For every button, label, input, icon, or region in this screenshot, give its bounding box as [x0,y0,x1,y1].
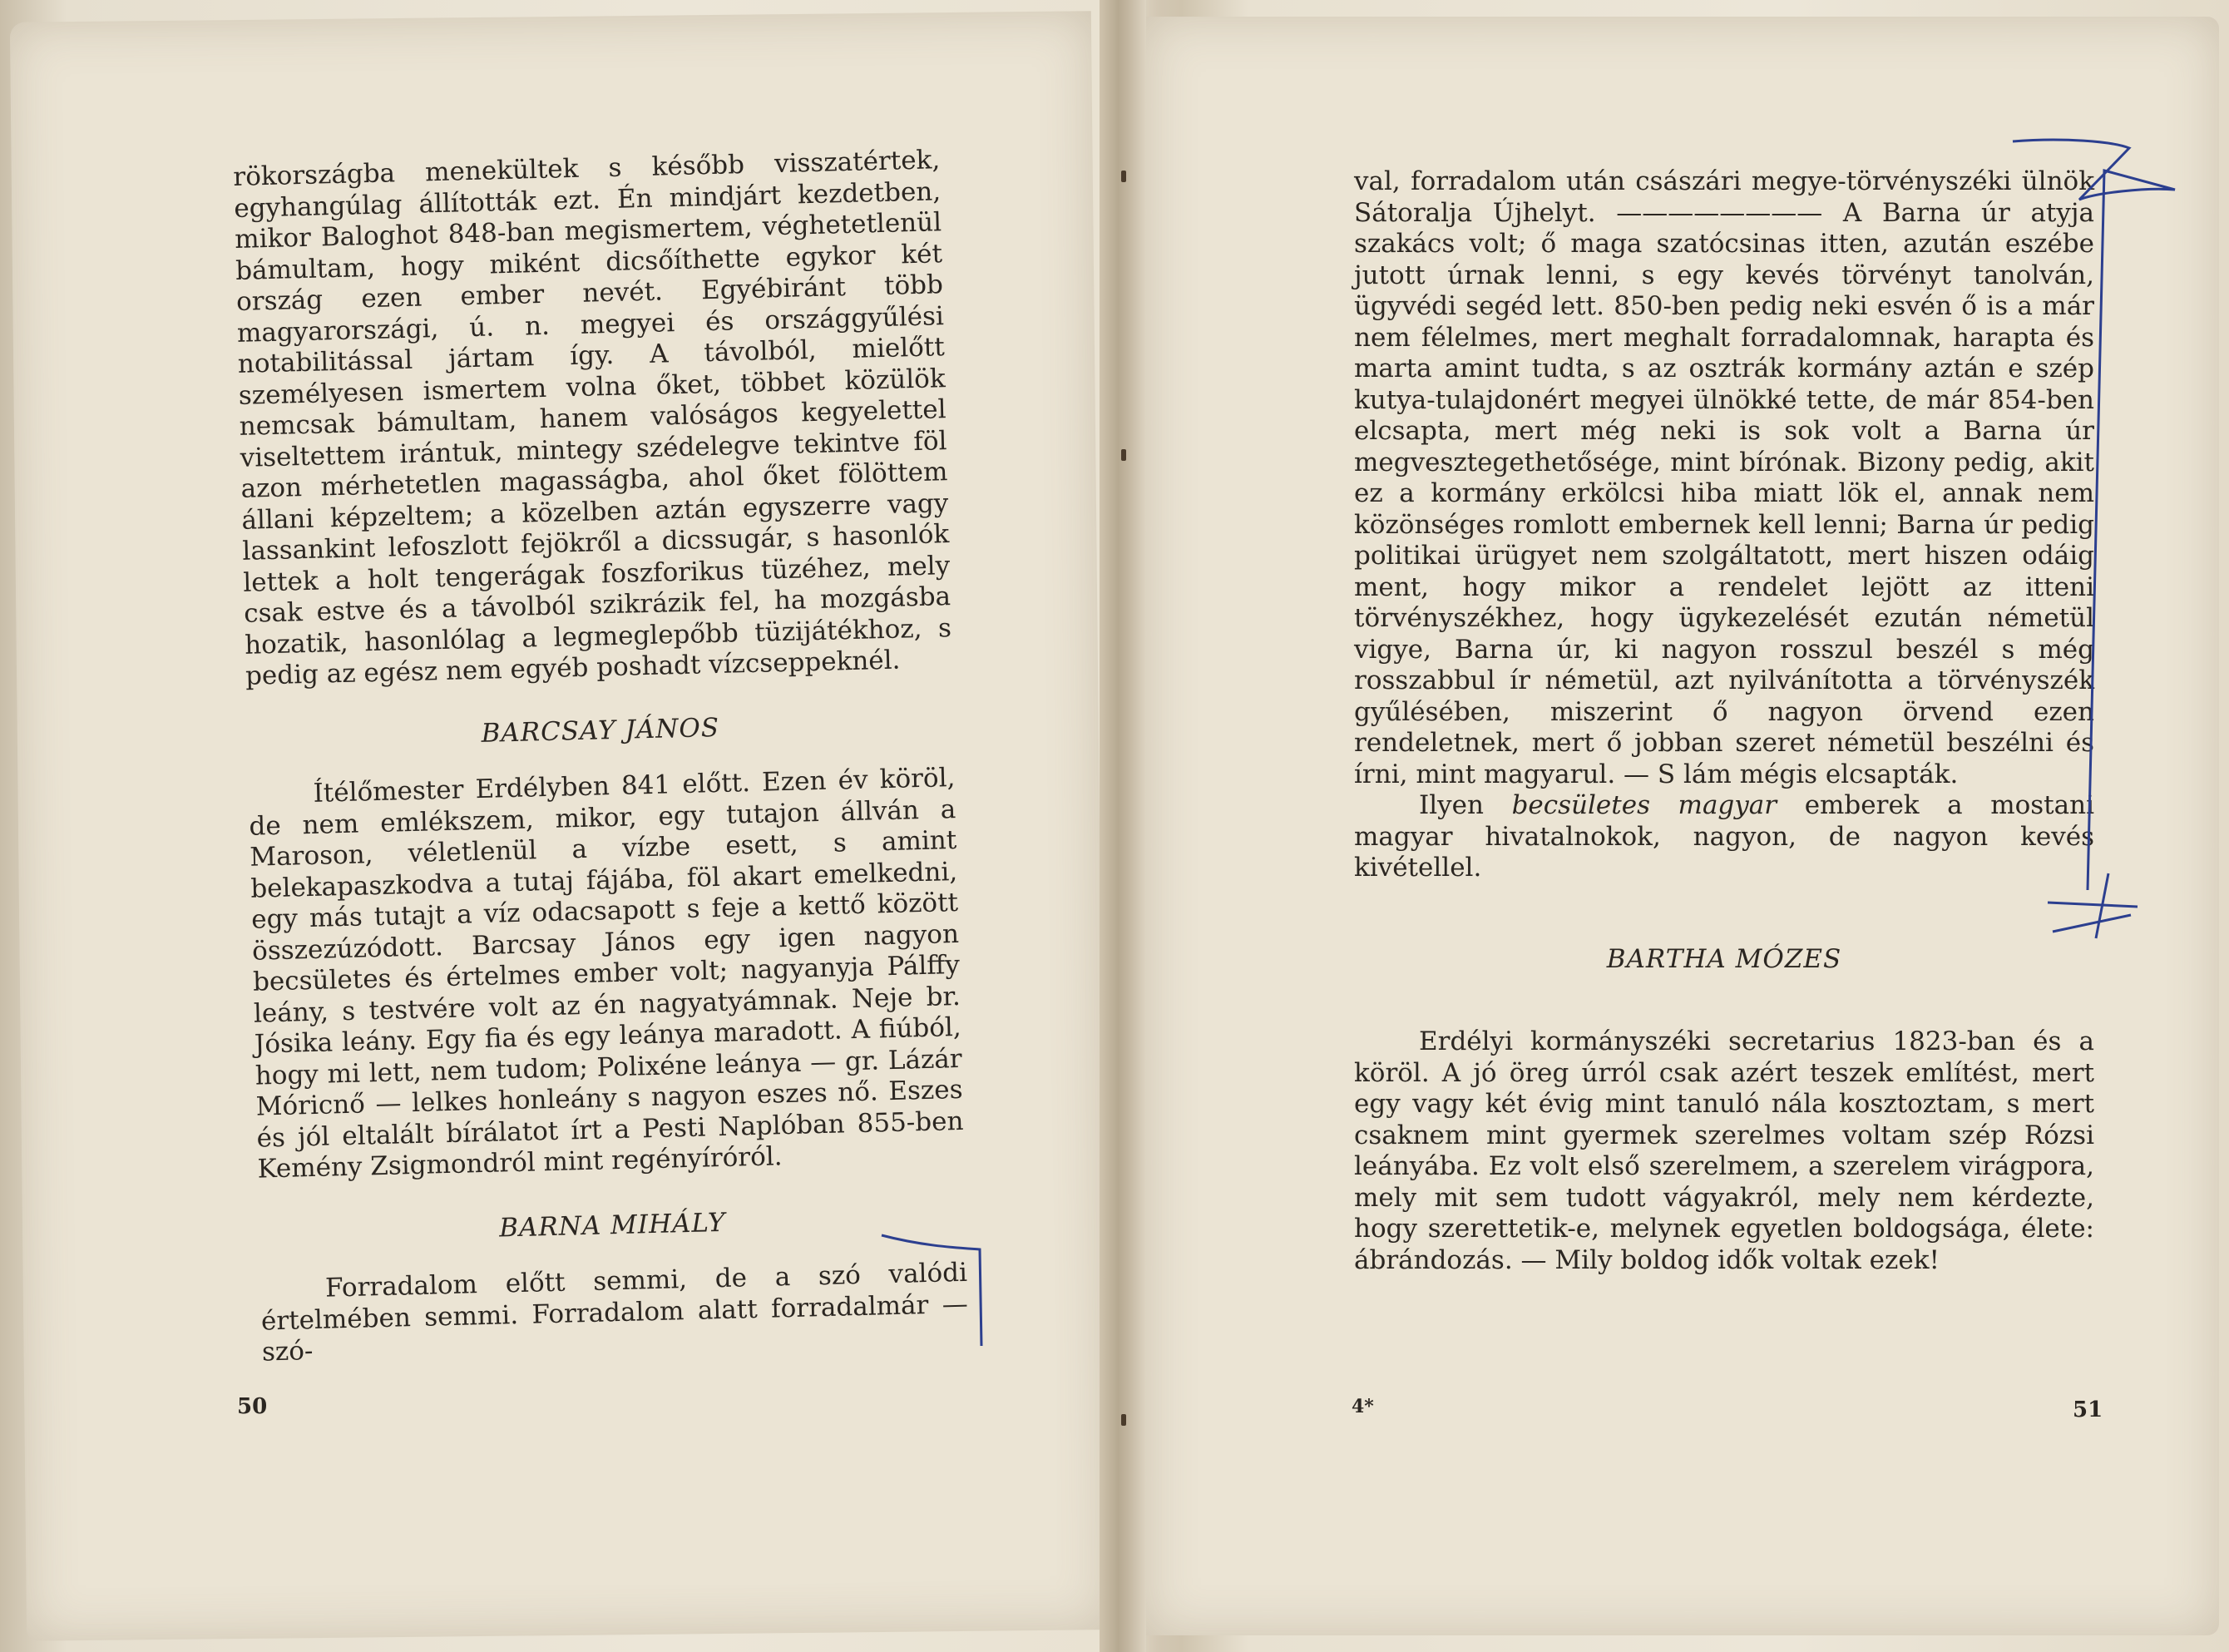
page-number-left: 50 [237,1394,268,1419]
heading-barcsay: BARCSAY JÁNOS [481,712,720,749]
bartha-paragraph: Erdélyi kormányszéki secretarius 1823-ban és a köröl. A jó öreg úrról csak azért teszek említést, mert egy vagy két évig mint tanuló nála kosztoztam, s mert csaknem mint gyermek szerelmes voltam szép Rózsi leányába. Ez volt első szerelmem, a szerelem virágpora, mely mit sem tudott vágyakról, mely nem kérdezte, hogy szerettetik-e, melynek egyetlen boldogsága, élete: ábrándozás. — Mily boldog idők voltak ezek! [1354,1026,2094,1275]
bracket-mark-top-right [2013,140,2175,890]
barna-paragraph: Forradalom előtt semmi, de a szó valódi értelmében semmi. Forradalom alatt forradalmár — szó- [260,1257,969,1368]
intro-paragraph: rökországba menekültek s később visszatértek, egyhangúlag állították ezt. Én mindjárt kezdetben, mikor Baloghot 848-ban megismertem, véghetetlenül bámultam, hogy miként dicsőíthette egykor két ország ezen ember nevét. Egyébiránt több magyarországi, ú. n. megyei és országgyűlési notabilitással jártam így. A távolból, mielőtt személyesen ismertem volna őket, többet közülök nemcsak bámultam, hanem valóságos kegyelettel viseltettem irántuk, mintegy szédelegve tekintve föl azon mérhetetlen magasságba, ahol őket fölöttem állani képzeltem; a közelben aztán egyszerre vagy lassankint lefoszlott fejökről a dicssugár, s hasonlók lettek a holt tengerágak foszforikus tüzéhez, mely csak estve és a távolból szikrázik fel, ha mozgásba hozatik, hasonlólag a legmeglepőbb tüzijátékhoz, s pedig az egész nem egyéb poshadt vízcseppeknél. [233,145,952,691]
barna-continued-paragraph: val, forradalom után császári megye-törvényszéki ülnök Sátoralja Újhelyt. ———————— A Barna úr atyja szakács volt; ő maga szatócsinas itten, azután eszébe jutott úrnak lenni, s egy kevés törvényt tanolván, ügyvédi segéd lett. 850-ben pedig neki esvén ő is a már nem félelmes, mert meghalt forradalomnak, harapta és marta amint tudta, s az osztrák kormány aztán e szép kutya-tulajdonért megyei ülnökké tette, de már 854-ben elcsapta, mert még neki is sok volt a Barna úr megvesztegethetősége, mint bírónak. Bizony pedig, akit ez a kormány erkölcsi hiba miatt lök el, annak nem közönséges romlott embernek kell lenni; Barna úr pedig politikai ürügyet nem szolgáltatott, mert hiszen odáig ment, hogy mikor a rendelet lejött az itteni törvényszékhez, hogy ügykezelését ezután németül vigye, Barna úr, ki nagyon rosszul beszél s még rosszabbul ír németül, azt nyilvánította a törvényszék gyűlésében, miszerint ő nagyon örvend ezen rendeletnek, mert ő jobban szeret németül beszélni és írni, mint magyarul. — S lám mégis elcsapták. [1354,166,2094,789]
honest-text-pre: Ilyen [1419,790,1512,820]
bracket-mark-bottom-right [2048,873,2138,938]
honest-text-post: emberek a mostani magyar hivatalnokok, nagyon, de nagyon kevés kivétellel. [1354,790,2095,883]
bracket-mark-left [882,1235,981,1346]
heading-barna: BARNA MIHÁLY [498,1207,726,1244]
barcsay-paragraph: Ítélőmester Erdélyben 841 előtt. Ezen év köröl, de nem emlékszem, mikor, egy tutajon állván a Maroson, véletlenül a vízbe esett, s amint belekapaszkodva a tutaj fájába, föl akart emelkedni, egy más tutajt a víz odacsapott s feje a kettő között összezúzódott. Barcsay János egy igen nagyon becsületes és értelmes ember volt; nagyanyja Pálffy leány, s testvére volt az én nagyatyámnak. Neje br. Jósika leány. Egy fia és egy leánya maradott. A fiúból, hogy mi lett, nem tudom; Polixéne leánya — gr. Lázár Móricnő — lelkes honleány s nagyon eszes nő. Eszes és jól eltalált bírálatot írt a Pesti Naplóban 855-ben Kemény Zsigmondról mint regényíróról. [249,763,964,1185]
honest-text-italic: becsületes magyar [1511,790,1777,820]
page-number-right: 51 [2073,1397,2103,1422]
heading-bartha: BARTHA MÓZES [1606,943,1842,974]
signature-mark: 4* [1352,1396,1374,1417]
